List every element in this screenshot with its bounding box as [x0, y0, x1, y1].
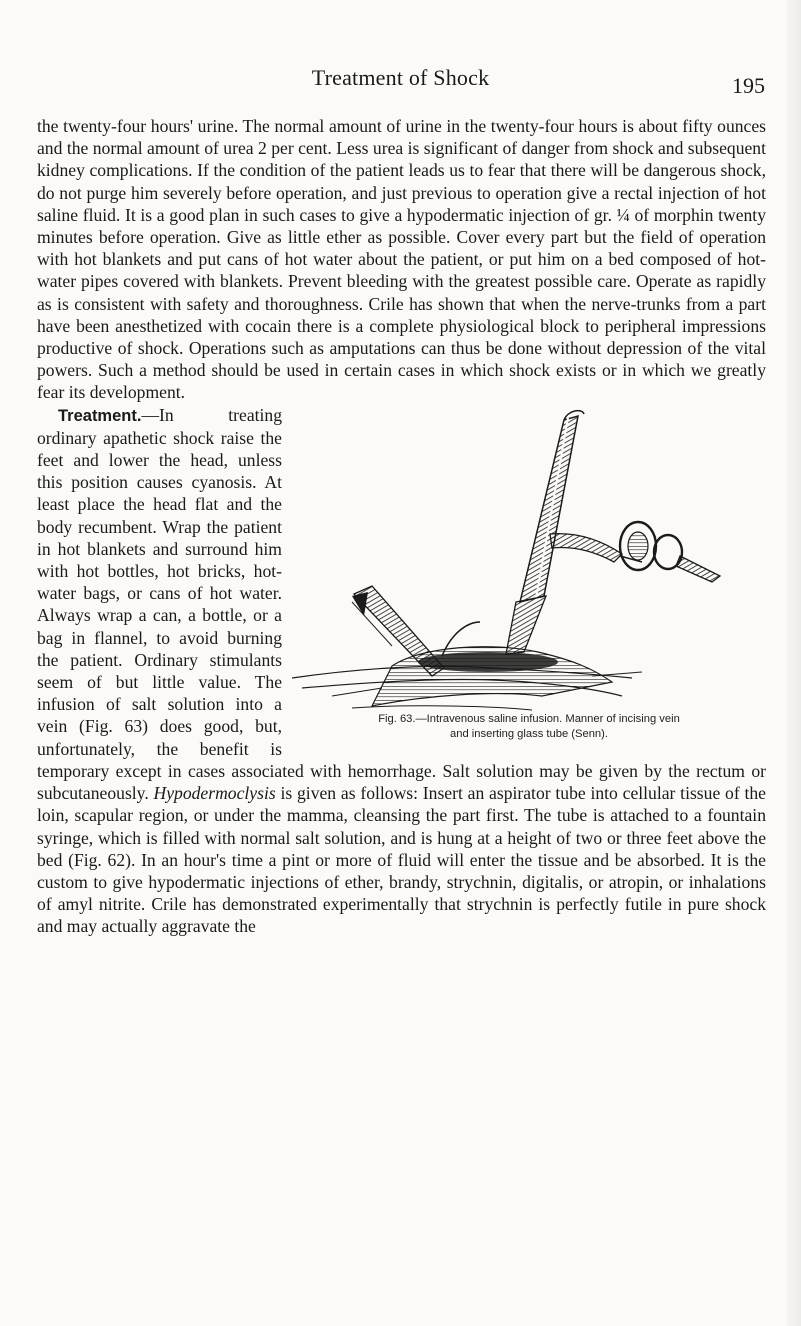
running-head: Treatment of Shock: [311, 65, 490, 90]
figure-caption-line-1: Fig. 63.—Intravenous saline infusion. Manner of incising vein: [378, 712, 680, 725]
figure-caption-line-2: and inserting glass tube (Senn).: [450, 727, 608, 740]
paragraph-2-text: —In treating ordinary apathetic shock raise the feet and lower the head, unless this position causes cyanosis. At least place the head flat and the body recumbent. Wrap the patient in hot blankets and surround him with hot bottles, hot bricks, hot-water bags, or cans of hot water. Always wrap a can, a bottle, or a bag in flannel, to avoid burning the patient. Ordinary stimulants seem of but little value. The infusion of salt solution into a vein (Fig. 63) does good, but, unfortunately, the benefit is temporary except in cases associated with hemorrhage. Salt solution may be given by the rectum or subcutaneously.: [37, 404, 766, 804]
figure-caption: [292, 712, 766, 742]
body-text: [37, 115, 766, 938]
paragraph-2-tail: is given as follows: Insert an aspirator tube into cellular tissue of the loin, scapular region, or under the mamma, cleansing the part first. The tube is attached to a fountain syringe, which is filled with normal salt solution, and is hung at a height of two or three feet above the bed (Fig. 62). In an hour's time a pint or more of fluid will enter the tissue and be absorbed. It is the custom to give hypodermatic injections of ether, brandy, strychnin, digitalis, or atropin, or inhalations of amyl nitrite. Crile has demonstrated experimentally that strychnin is perfectly futile in pure shock and may actually aggravate the: [37, 783, 766, 937]
clamp-forceps: [550, 522, 720, 582]
glass-tube: [506, 410, 584, 653]
scan-edge-shadow: [787, 0, 801, 1326]
paragraph-1: the twenty-four hours' urine. The normal amount of urine in the twenty-four hours is about fifty ounces and the normal amount of urea 2 per cent. Less urea is significant of danger from shock and subsequent kidney complications. If the condition of the patient leads us to fear that there will be dangerous shock, do not purge him severely before operation, and just previous to operation give a rectal injection of hot saline fluid. It is a good plan in such cases to give a hypodermatic injection of gr. ¼ of morphin twenty minutes before operation. Give as little ether as possible. Cover every part but the field of operation with hot blankets and put cans of hot water about the patient, or put him on a bed composed of hot-water pipes covered with blankets. Prevent bleeding with the greatest possible care. Operate as rapidly as is consistent with safety and thoroughness. Crile has shown that when the nerve-trunks from a part have been anesthetized with cocain there is a complete physiological block to peripheral impressions productive of shock. Operations such as amputations can thus be done without depression of the vital powers. Such a method should be used in certain cases in which shock exists or in which we greatly fear its development.: [37, 116, 766, 403]
page-header: [0, 65, 801, 105]
vein-incision: [292, 622, 642, 710]
figure-63: [292, 406, 766, 754]
page-number: 195: [732, 73, 765, 98]
intravenous-infusion-illustration: [292, 406, 766, 712]
section-heading-treatment: Treatment.: [58, 406, 142, 425]
term-hypodermoclysis: Hypodermoclysis: [153, 783, 276, 804]
